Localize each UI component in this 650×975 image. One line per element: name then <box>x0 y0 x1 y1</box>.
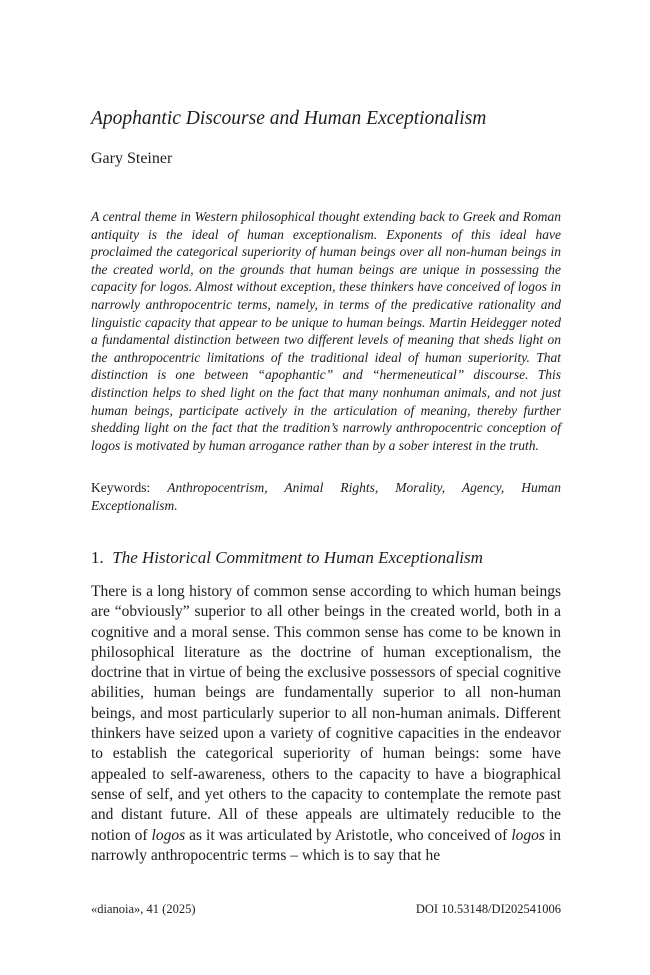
body-text-part2: as it was articulated by Aristotle, who conceived of <box>185 826 512 844</box>
section-number: 1. <box>91 548 104 567</box>
keywords <box>91 479 561 514</box>
article-author: Gary Steiner <box>91 150 173 167</box>
section-heading <box>91 546 561 570</box>
keywords-list: Anthropocentrism, Animal Rights, Morality, Agency, Human Exceptionalism. <box>91 480 562 513</box>
section-title: The Historical Commitment to Human Exceptionalism <box>112 548 483 567</box>
journal-citation: «dianoia», 41 (2025) <box>91 902 196 916</box>
logos-term: logos <box>511 826 545 844</box>
keywords-label: Keywords: <box>91 480 151 495</box>
logos-term: logos <box>151 826 186 844</box>
abstract: A central theme in Western philosophical thought extending back to Greek and Roman antiquity is the ideal of human exceptionalism. Exponents of this ideal have proclaimed the categorical superiority of human beings over all non-human beings in the created world, on the grounds that human beings are unique in possessing the capacity for logos. Almost without exception, these thinkers have conceived of logos in narrowly anthropocentric terms, namely, in terms of the predicative rationality and linguistic capacity that appear to be unique to human beings. Martin Heidegger noted a fundamental distinction between two different levels of meaning that sheds light on the anthropocentric limitations of the traditional ideal of human superiority. That distinction is one between “apophantic” and “hermeneutical” discourse. This distinction helps to shed light on the fact that many nonhuman animals, and not just human beings, participate actively in the articulation of meaning, thereby further shedding light on the fact that the tradition’s narrowly anthropocentric conception of logos is motivated by human arrogance rather than by a sober interest in the truth. <box>91 209 561 453</box>
body-text-part1: There is a long history of common sense according to which human beings are “obviously” superior to all other beings in the created world, both in a cognitive and a moral sense. This common sense has come to be known in philosophical literature as the doctrine of human exceptionalism, the doctrine that in virtue of being the exclusive possessors of special cognitive abilities, human beings are fundamentally superior to all non-human beings, and most particularly superior to all non-human animals. Different thinkers have seized upon a variety of cognitive capacities in the endeavor to establish the categorical superiority of human beings: some have appealed to self-awareness, others to the capacity to have a biographical sense of self, and yet others to the capacity to contemplate the remote past and distant future. All of these appeals are ultimately reducible to the notion of <box>91 583 561 844</box>
doi-link[interactable]: DOI 10.53148/DI202541006 <box>415 902 561 916</box>
body-paragraph <box>91 582 561 866</box>
body-text-part3: in narrowly anthropocentric terms – which is to say that he <box>91 826 561 864</box>
page-footer <box>91 901 561 917</box>
article-title: Apophantic Discourse and Human Exceptionalism <box>91 108 487 129</box>
